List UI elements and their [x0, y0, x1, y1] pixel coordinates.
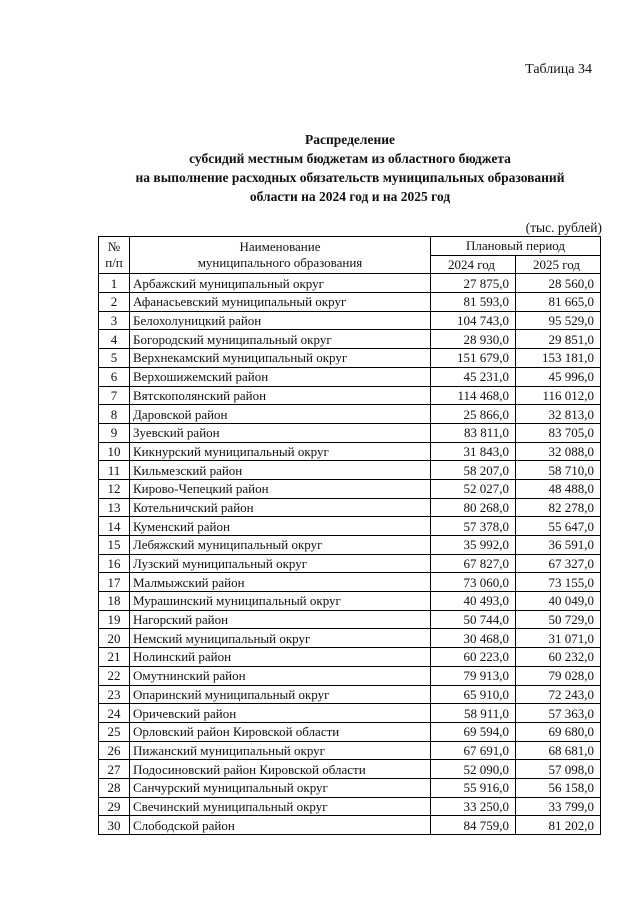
row-name: Нагорский район [130, 610, 431, 629]
table-row [99, 816, 601, 835]
row-number: 17 [99, 573, 130, 592]
row-value-2024: 79 913,0 [431, 666, 516, 685]
row-name: Пижанский муниципальный округ [130, 741, 431, 760]
row-value-2025: 29 851,0 [516, 330, 601, 349]
row-name: Даровской район [130, 405, 431, 424]
row-value-2025: 33 799,0 [516, 797, 601, 816]
row-value-2024: 73 060,0 [431, 573, 516, 592]
row-value-2024: 50 744,0 [431, 610, 516, 629]
row-name: Нолинский район [130, 648, 431, 667]
table-row [99, 554, 601, 573]
row-number: 1 [99, 274, 130, 293]
table-row [99, 536, 601, 555]
row-name: Кильмезский район [130, 461, 431, 480]
row-value-2025: 67 327,0 [516, 554, 601, 573]
row-name: Омутнинский район [130, 666, 431, 685]
header-num-line2: п/п [105, 255, 123, 271]
table-row [99, 461, 601, 480]
row-value-2024: 57 378,0 [431, 517, 516, 536]
row-value-2024: 114 468,0 [431, 386, 516, 405]
row-number: 3 [99, 311, 130, 330]
row-number: 9 [99, 423, 130, 442]
row-name: Подосиновский район Кировской области [130, 760, 431, 779]
table-row [99, 367, 601, 386]
row-value-2024: 67 691,0 [431, 741, 516, 760]
row-value-2025: 73 155,0 [516, 573, 601, 592]
row-value-2025: 81 665,0 [516, 293, 601, 312]
table-row [99, 349, 601, 368]
row-value-2024: 58 911,0 [431, 704, 516, 723]
row-name: Белохолуницкий район [130, 311, 431, 330]
table-row [99, 405, 601, 424]
row-number: 21 [99, 648, 130, 667]
row-value-2025: 28 560,0 [516, 274, 601, 293]
row-value-2024: 65 910,0 [431, 685, 516, 704]
row-value-2025: 81 202,0 [516, 816, 601, 835]
row-value-2025: 45 996,0 [516, 367, 601, 386]
row-number: 11 [99, 461, 130, 480]
row-value-2024: 28 930,0 [431, 330, 516, 349]
row-value-2024: 52 027,0 [431, 479, 516, 498]
row-number: 14 [99, 517, 130, 536]
row-name: Куменский район [130, 517, 431, 536]
row-name: Арбажский муниципальный округ [130, 274, 431, 293]
row-name: Немский муниципальный округ [130, 629, 431, 648]
row-value-2025: 79 028,0 [516, 666, 601, 685]
title-line: области на 2024 год и на 2025 год [249, 189, 451, 204]
row-value-2024: 104 743,0 [431, 311, 516, 330]
row-value-2024: 35 992,0 [431, 536, 516, 555]
table-row [99, 722, 601, 741]
row-name: Малмыжский район [130, 573, 431, 592]
row-number: 25 [99, 722, 130, 741]
table-row [99, 648, 601, 667]
row-value-2025: 57 363,0 [516, 704, 601, 723]
row-value-2025: 153 181,0 [516, 349, 601, 368]
row-number: 16 [99, 554, 130, 573]
row-value-2025: 50 729,0 [516, 610, 601, 629]
row-value-2024: 151 679,0 [431, 349, 516, 368]
header-name [130, 237, 431, 274]
row-name: Свечинский муниципальный округ [130, 797, 431, 816]
row-name: Орловский район Кировской области [130, 722, 431, 741]
row-number: 28 [99, 778, 130, 797]
row-value-2024: 60 223,0 [431, 648, 516, 667]
row-number: 8 [99, 405, 130, 424]
row-value-2025: 69 680,0 [516, 722, 601, 741]
row-number: 30 [99, 816, 130, 835]
row-value-2025: 72 243,0 [516, 685, 601, 704]
table-row [99, 423, 601, 442]
row-value-2025: 82 278,0 [516, 498, 601, 517]
row-number: 7 [99, 386, 130, 405]
row-name: Богородский муниципальный округ [130, 330, 431, 349]
table-body [99, 274, 601, 835]
row-name: Кикнурский муниципальный округ [130, 442, 431, 461]
row-name: Зуевский район [130, 423, 431, 442]
table-row [99, 311, 601, 330]
table-row [99, 330, 601, 349]
row-name: Лебяжский муниципальный округ [130, 536, 431, 555]
table-row [99, 517, 601, 536]
row-value-2024: 81 593,0 [431, 293, 516, 312]
table-row [99, 479, 601, 498]
row-number: 6 [99, 367, 130, 386]
row-name: Кирово-Чепецкий район [130, 479, 431, 498]
row-value-2025: 31 071,0 [516, 629, 601, 648]
row-value-2024: 55 916,0 [431, 778, 516, 797]
subsidy-table [98, 236, 601, 835]
title-line: Распределение [304, 132, 396, 147]
row-number: 29 [99, 797, 130, 816]
row-number: 15 [99, 536, 130, 555]
row-number: 19 [99, 610, 130, 629]
row-value-2024: 33 250,0 [431, 797, 516, 816]
row-value-2025: 68 681,0 [516, 741, 601, 760]
table-row [99, 293, 601, 312]
row-value-2025: 83 705,0 [516, 423, 601, 442]
row-value-2024: 80 268,0 [431, 498, 516, 517]
row-name: Слободской район [130, 816, 431, 835]
table-row [99, 386, 601, 405]
row-number: 2 [99, 293, 130, 312]
header-name-line1: Наименование [239, 239, 321, 255]
row-value-2025: 36 591,0 [516, 536, 601, 555]
row-value-2025: 95 529,0 [516, 311, 601, 330]
row-value-2024: 52 090,0 [431, 760, 516, 779]
row-name: Лузский муниципальный округ [130, 554, 431, 573]
row-name: Верхнекамский муниципальный округ [130, 349, 431, 368]
table-row [99, 274, 601, 293]
row-number: 24 [99, 704, 130, 723]
row-value-2024: 27 875,0 [431, 274, 516, 293]
table-row [99, 685, 601, 704]
row-value-2024: 25 866,0 [431, 405, 516, 424]
row-value-2024: 69 594,0 [431, 722, 516, 741]
header-year-2024: 2024 год [431, 255, 516, 274]
row-name: Оричевский район [130, 704, 431, 723]
title-line: на выполнение расходных обязательств муниципальных образований [135, 170, 565, 185]
row-number: 5 [99, 349, 130, 368]
row-name: Афанасьевский муниципальный округ [130, 293, 431, 312]
row-number: 4 [99, 330, 130, 349]
row-value-2024: 40 493,0 [431, 592, 516, 611]
row-value-2025: 32 088,0 [516, 442, 601, 461]
table-row [99, 442, 601, 461]
table-row [99, 610, 601, 629]
row-number: 12 [99, 479, 130, 498]
table-row [99, 704, 601, 723]
table-row [99, 778, 601, 797]
header-period: Плановый период [431, 237, 601, 256]
table-row [99, 797, 601, 816]
header-row [99, 237, 601, 256]
row-value-2024: 67 827,0 [431, 554, 516, 573]
row-number: 13 [99, 498, 130, 517]
row-name: Опаринский муниципальный округ [130, 685, 431, 704]
title-line: субсидий местным бюджетам из областного бюджета [189, 151, 511, 166]
row-name: Мурашинский муниципальный округ [130, 592, 431, 611]
row-name: Верхошижемский район [130, 367, 431, 386]
row-name: Котельничский район [130, 498, 431, 517]
row-number: 22 [99, 666, 130, 685]
row-number: 27 [99, 760, 130, 779]
row-value-2025: 40 049,0 [516, 592, 601, 611]
table-number: Таблица 34 [525, 62, 592, 77]
row-value-2024: 84 759,0 [431, 816, 516, 835]
table-row [99, 741, 601, 760]
row-number: 10 [99, 442, 130, 461]
row-number: 23 [99, 685, 130, 704]
table-row [99, 573, 601, 592]
row-value-2024: 31 843,0 [431, 442, 516, 461]
row-value-2024: 58 207,0 [431, 461, 516, 480]
row-value-2025: 48 488,0 [516, 479, 601, 498]
header-num [99, 237, 130, 274]
table-row [99, 760, 601, 779]
document-title [80, 130, 620, 206]
header-num-line1: № [107, 239, 121, 255]
header-year-2025: 2025 год [516, 255, 601, 274]
row-value-2024: 45 231,0 [431, 367, 516, 386]
row-number: 18 [99, 592, 130, 611]
table-row [99, 629, 601, 648]
row-name: Вятскополянский район [130, 386, 431, 405]
row-value-2024: 30 468,0 [431, 629, 516, 648]
row-number: 20 [99, 629, 130, 648]
table-row [99, 666, 601, 685]
row-value-2025: 60 232,0 [516, 648, 601, 667]
units-label: (тыс. рублей) [525, 220, 602, 235]
row-value-2025: 56 158,0 [516, 778, 601, 797]
row-value-2025: 116 012,0 [516, 386, 601, 405]
row-value-2024: 83 811,0 [431, 423, 516, 442]
row-value-2025: 32 813,0 [516, 405, 601, 424]
table-row [99, 498, 601, 517]
row-number: 26 [99, 741, 130, 760]
row-value-2025: 55 647,0 [516, 517, 601, 536]
table-row [99, 592, 601, 611]
row-name: Санчурский муниципальный округ [130, 778, 431, 797]
row-value-2025: 57 098,0 [516, 760, 601, 779]
row-value-2025: 58 710,0 [516, 461, 601, 480]
header-name-line2: муниципального образования [197, 255, 363, 271]
